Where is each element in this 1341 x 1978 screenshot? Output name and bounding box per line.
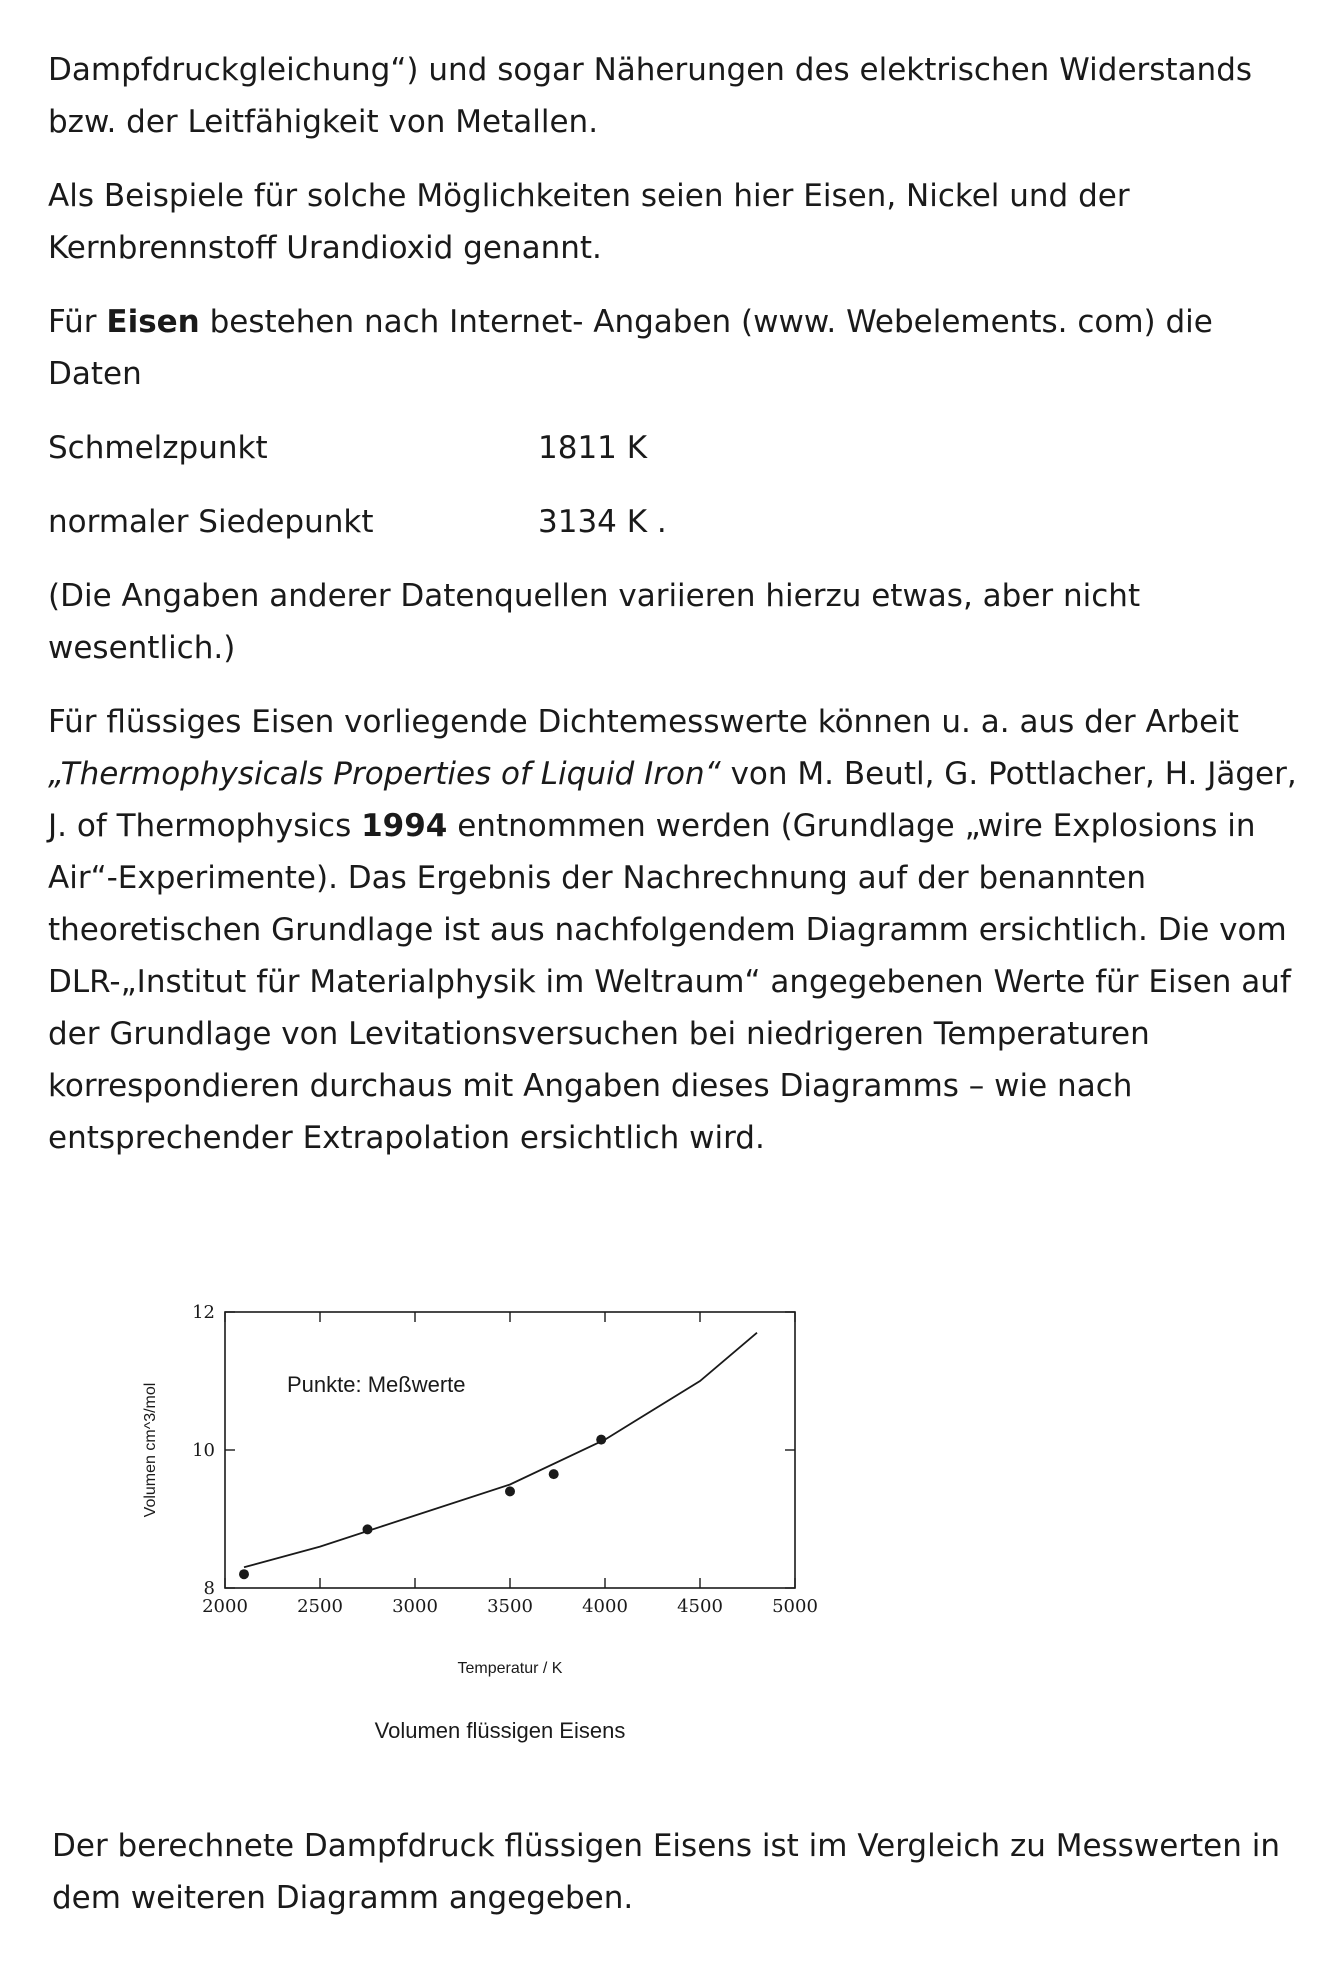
data-row-value: 1811 K: [538, 430, 648, 466]
paragraph-6: Der berechnete Dampfdruck flüssigen Eisens ist im Vergleich zu Messwerten in dem weiteren Diagramm angegeben.: [52, 1828, 1280, 1916]
paragraph-1: Dampfdruckgleichung“) und sogar Näherungen des elektrischen Widerstands bzw. der Leitfähigkeit von Metallen.: [48, 52, 1253, 140]
x-tick-label: 3000: [392, 1596, 438, 1617]
p3-text-b: bestehen nach Internet- Angaben (www. Webelements. com) die Daten: [48, 304, 1213, 392]
p3-text-a: Für: [48, 304, 107, 340]
data-point: [596, 1435, 606, 1445]
y-tick-label: 8: [203, 1578, 215, 1599]
data-point: [239, 1569, 249, 1579]
p5-bold-year: 1994: [361, 808, 448, 844]
chart-marks: [239, 1333, 757, 1580]
x-tick-label: 5000: [772, 1596, 818, 1617]
paragraph-5: [48, 696, 1298, 1164]
p5-text-a: Für flüssiges Eisen vorliegende Dichtemesswerte können u. a. aus der Arbeit: [48, 704, 1239, 740]
figure-caption: Volumen flüssigen Eisens: [374, 1718, 626, 1743]
x-tick-label: 4500: [677, 1596, 723, 1617]
p3-bold-eisen: Eisen: [106, 304, 200, 340]
data-row-boiling: [48, 496, 1298, 548]
document-body: [48, 44, 1298, 1186]
data-row-label: normaler Siedepunkt: [48, 504, 374, 540]
p5-italic-title: „Thermophysicals Properties of Liquid Iron“: [48, 756, 721, 792]
data-point: [549, 1469, 559, 1479]
fit-curve: [244, 1333, 757, 1568]
chart-ticks: [192, 1302, 818, 1617]
data-point: [505, 1486, 515, 1496]
x-tick-label: 2000: [202, 1596, 248, 1617]
data-row-label: Schmelzpunkt: [48, 430, 268, 466]
data-point: [363, 1524, 373, 1534]
paragraph-3: [48, 296, 1298, 400]
paragraph-2: Als Beispiele für solche Möglichkeiten seien hier Eisen, Nickel und der Kernbrennstoff Urandioxid genannt.: [48, 178, 1130, 266]
x-tick-label: 4000: [582, 1596, 628, 1617]
x-tick-label: 3500: [487, 1596, 533, 1617]
plot-frame: [225, 1312, 795, 1588]
data-row-melting: [48, 422, 1298, 474]
volume-chart: [120, 1290, 880, 1760]
data-row-value: 3134 K .: [538, 504, 667, 540]
chart-xlabel: Temperatur / K: [457, 1660, 563, 1677]
p5-text-c: entnommen werden (Grundlage „wire Explosions in Air“-Experimente). Das Ergebnis der Nachrechnung auf der benannten theoretischen Grundlage ist aus nachfolgendem Diagramm ersichtlich. Die vom DLR-„Institut für Materialphysik im Weltraum“ angegebenen Werte für Eisen auf der Grundlage von Levitationsversuchen bei niedrigeren Temperaturen korrespondieren durchaus mit Angaben dieses Diagramms – wie nach entsprechender Extrapolation ersichtlich wird.: [48, 808, 1291, 1156]
chart-axes: [225, 1312, 795, 1588]
document-footer-text: [52, 1820, 1302, 1924]
p5-text-b: von M. Beutl, G. Pottlacher, H. Jäger, J. of Thermophysics: [48, 756, 1297, 844]
chart-annotation: Punkte: Meßwerte: [287, 1372, 466, 1397]
y-tick-label: 10: [192, 1440, 215, 1461]
paragraph-4: (Die Angaben anderer Datenquellen variieren hierzu etwas, aber nicht wesentlich.): [48, 578, 1141, 666]
chart-ylabel: Volumen cm^3/mol: [142, 1382, 159, 1518]
x-tick-label: 2500: [297, 1596, 343, 1617]
chart-svg: [120, 1290, 880, 1710]
y-tick-label: 12: [192, 1302, 215, 1323]
